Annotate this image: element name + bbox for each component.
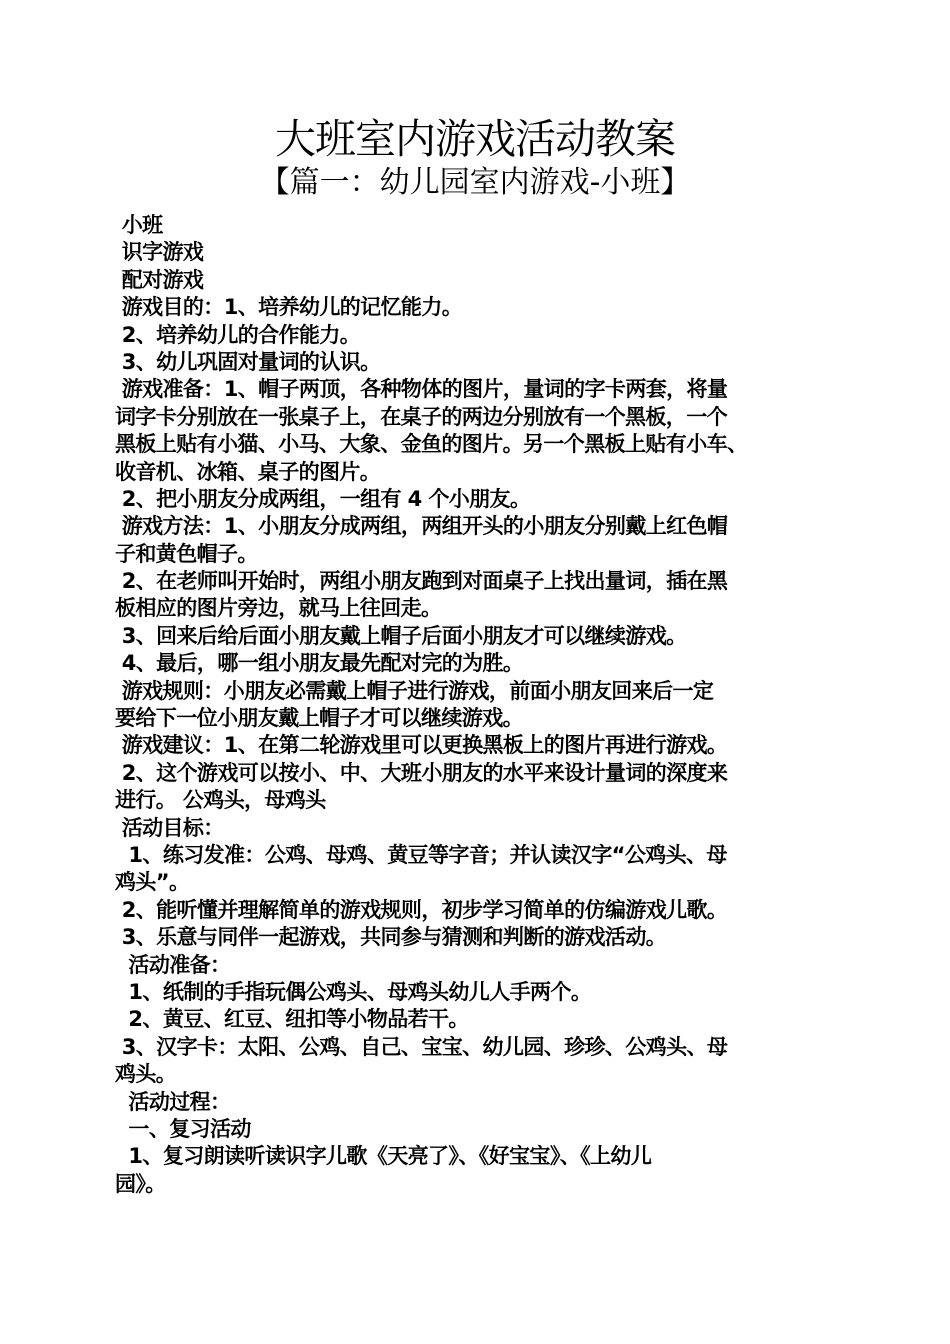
body-line: 词字卡分别放在一张桌子上，在桌子的两边分别放有一个黑板，一个 [115,404,727,429]
body-line: 2、黄豆、红豆、纽扣等小物品若干。 [115,1007,469,1032]
body-line: 2、在老师叫开始时，两组小朋友跑到对面桌子上找出量词，插在黑 [115,569,728,594]
body-line: 活动过程： [115,1089,231,1114]
body-line: 游戏规则：小朋友必需戴上帽子进行游戏，前面小朋友回来后一定 [115,678,714,703]
body-line: 收音机、冰箱、桌子的图片。 [115,459,381,484]
body-line: 游戏准备：1、帽子两顶，各种物体的图片，量词的字卡两套，将量 [115,377,728,402]
body-line: 活动准备： [115,952,231,977]
body-line: 3、汉字卡：太阳、公鸡、自己、宝宝、幼儿园、珍珍、公鸡头、母 [115,1034,728,1059]
body-line: 板相应的图片旁边，就马上往回走。 [115,596,442,621]
body-line: 一、复习活动 [115,1116,251,1141]
body-line: 2、能听懂并理解简单的游戏规则，初步学习简单的仿编游戏儿歌。 [115,897,728,922]
body-line: 活动目标： [115,815,224,840]
body-line: 2、这个游戏可以按小、中、大班小朋友的水平来设计量词的深度来 [115,760,728,785]
document-body [115,212,855,1198]
body-line: 配对游戏 [115,267,204,292]
body-line: 园》。 [115,1171,166,1196]
body-line: 子和黄色帽子。 [115,541,258,566]
body-line: 1、纸制的手指玩偶公鸡头、母鸡头幼儿人手两个。 [115,979,592,1004]
body-line: 1、练习发准：公鸡、母鸡、黄豆等字音；并认读汉字“公鸡头、母 [115,842,727,867]
body-line: 进行。 公鸡头，母鸡头 [115,788,326,813]
body-line: 2、培养幼儿的合作能力。 [115,322,361,347]
body-line: 1、复习朗读听读识字儿歌《天亮了》、《好宝宝》、《上幼儿 [115,1144,652,1169]
body-line: 黑板上贴有小猫、小马、大象、金鱼的图片。另一个黑板上贴有小车、 [115,432,748,457]
body-line: 识字游戏 [115,240,204,265]
body-line: 游戏目的：1、培养幼儿的记忆能力。 [115,295,463,320]
body-line: 4、最后，哪一组小朋友最先配对完的为胜。 [115,651,524,676]
body-line: 3、乐意与同伴一起游戏，共同参与猜测和判断的游戏活动。 [115,925,667,950]
body-line: 鸡头。 [115,1062,177,1087]
body-line: 游戏方法：1、小朋友分成两组，两组开头的小朋友分别戴上红色帽 [115,514,728,539]
document-subtitle: 【篇一：幼儿园室内游戏-小班】 [259,165,691,200]
body-line: 鸡头”。 [115,870,190,895]
body-line: 3、幼儿巩固对量词的认识。 [115,349,381,374]
body-line: 要给下一位小朋友戴上帽子才可以继续游戏。 [115,706,523,731]
body-line: 小班 [115,213,163,237]
body-line: 游戏建议：1、在第二轮游戏里可以更换黑板上的图片再进行游戏。 [115,733,728,758]
body-line: 3、回来后给后面小朋友戴上帽子后面小朋友才可以继续游戏。 [115,623,687,648]
document-title: 大班室内游戏活动教案 [275,115,675,163]
body-line: 2、把小朋友分成两组，一组有 4 个小朋友。 [115,486,531,511]
